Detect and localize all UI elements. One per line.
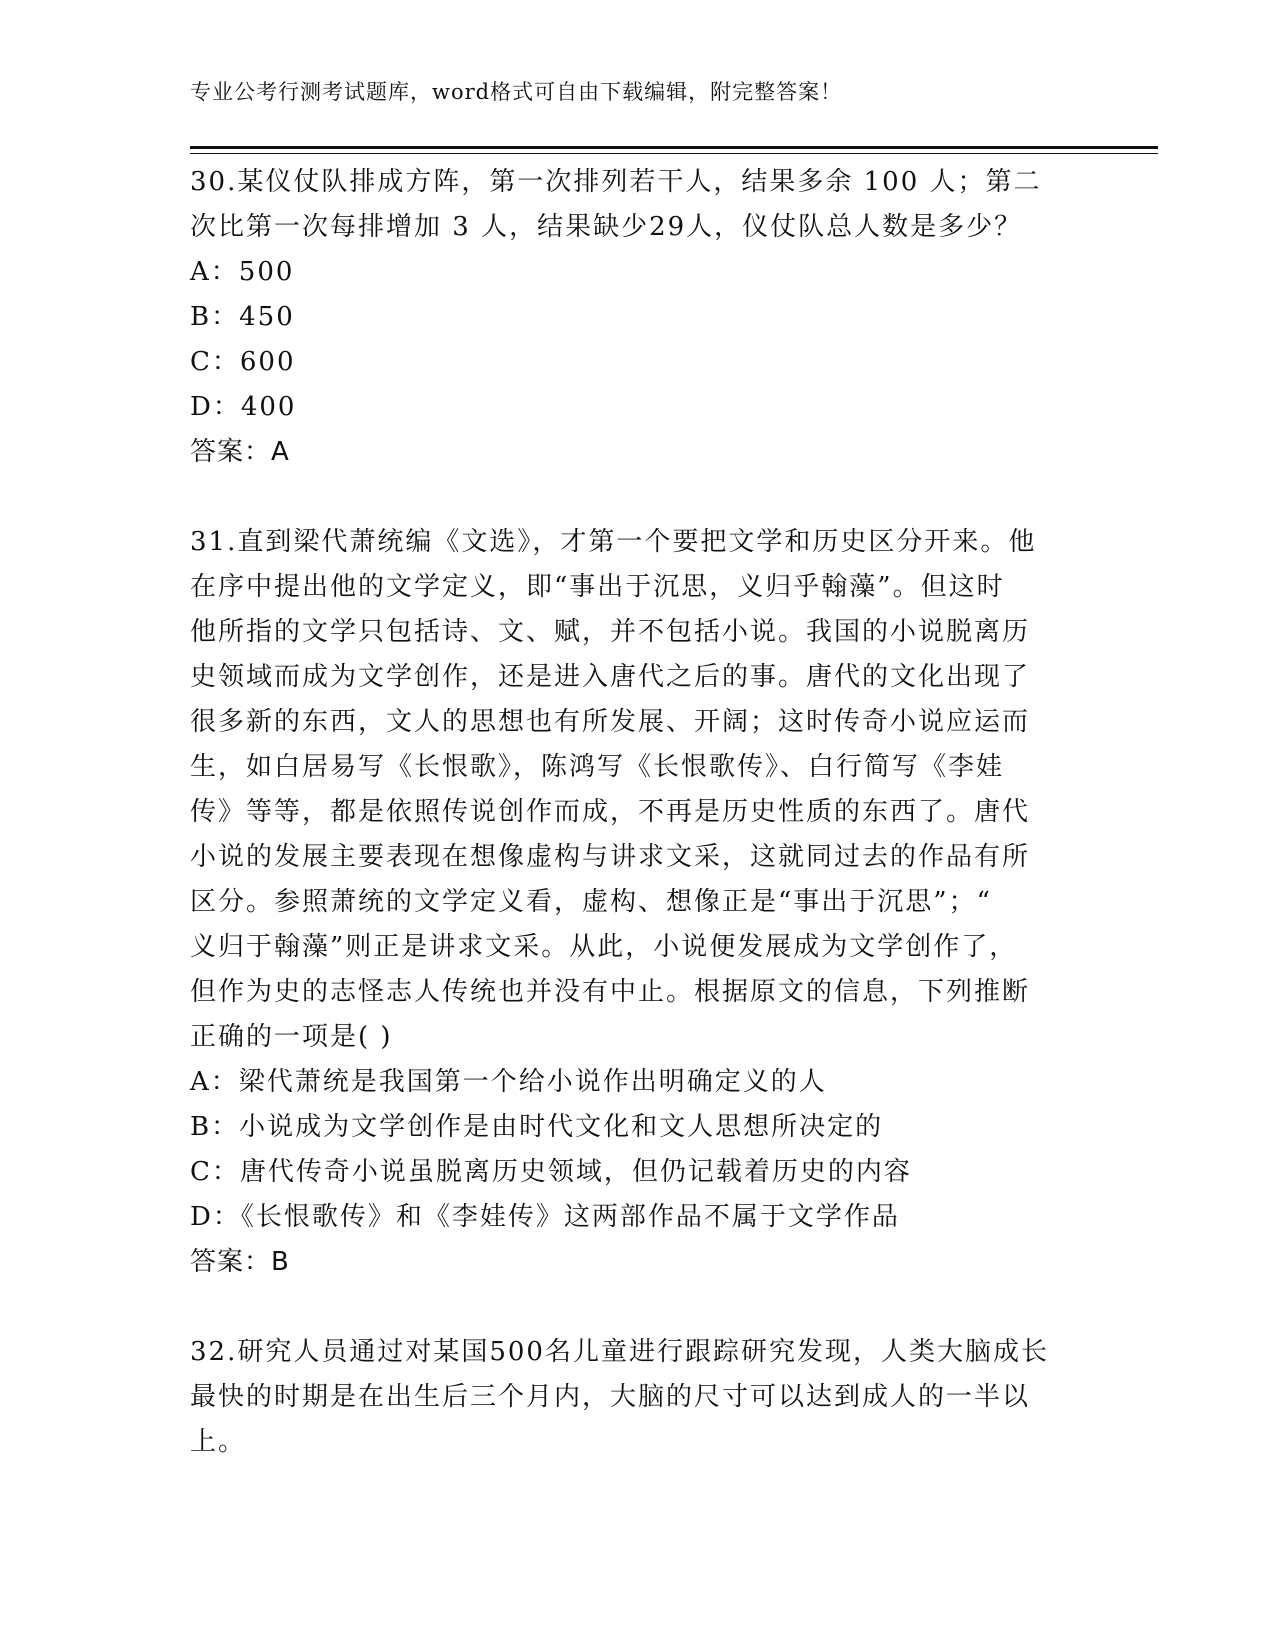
option-d: D：《长恨歌传》和《李娃传》这两部作品不属于文学作品 bbox=[190, 1202, 900, 1232]
question-line: 义归于翰藻”则正是讲求文采。从此，小说便发展成为文学创作了， bbox=[190, 932, 1018, 962]
question-line: 小说的发展主要表现在想像虚构与讲求文采，这就同过去的作品有所 bbox=[190, 842, 1031, 872]
header-rule-thin bbox=[190, 153, 1158, 154]
answer-line: 答案：A bbox=[190, 437, 290, 467]
question-line: 30.某仪仗队排成方阵，第一次排列若干人，结果多余 100 人；第二 bbox=[190, 167, 1042, 197]
answer-line: 答案：B bbox=[190, 1247, 290, 1277]
page-header: 专业公考行测考试题库，word格式可自由下载编辑，附完整答案！ bbox=[190, 80, 843, 104]
question-line: 史领域而成为文学创作，还是进入唐代之后的事。唐代的文化出现了 bbox=[190, 662, 1031, 692]
question-line: 他所指的文学只包括诗、文、赋，并不包括小说。我国的小说脱离历 bbox=[190, 617, 1031, 647]
question-line: 在序中提出他的文学定义，即“事出于沉思，义归乎翰藻”。但这时 bbox=[190, 572, 1005, 602]
spacer bbox=[190, 475, 1080, 520]
question-30 bbox=[190, 160, 1080, 475]
spacer bbox=[190, 1285, 1080, 1330]
option-a: A：梁代萧统是我国第一个给小说作出明确定义的人 bbox=[190, 1067, 827, 1097]
question-line: 区分。参照萧统的文学定义看，虚构、想像正是“事出于沉思”；“ bbox=[190, 887, 992, 917]
header-rule-thick bbox=[190, 146, 1158, 149]
question-line: 32.研究人员通过对某国500名儿童进行跟踪研究发现，人类大脑成长 bbox=[190, 1337, 1049, 1367]
option-a: A：500 bbox=[190, 257, 295, 287]
option-b: B：450 bbox=[190, 302, 295, 332]
question-32 bbox=[190, 1330, 1080, 1465]
question-line: 次比第一次每排增加 3 人，结果缺少29人，仪仗队总人数是多少？ bbox=[190, 212, 1023, 242]
option-c: C：唐代传奇小说虽脱离历史领域，但仍记载着历史的内容 bbox=[190, 1157, 912, 1187]
option-c: C：600 bbox=[190, 347, 296, 377]
question-line: 正确的一项是( ) bbox=[190, 1022, 393, 1052]
question-line: 但作为史的志怪志人传统也并没有中止。根据原文的信息，下列推断 bbox=[190, 977, 1031, 1007]
question-line: 传》等等，都是依照传说创作而成，不再是历史性质的东西了。唐代 bbox=[190, 797, 1031, 827]
document-body bbox=[190, 160, 1080, 1465]
question-line: 31.直到梁代萧统编《文选》，才第一个要把文学和历史区分开来。他 bbox=[190, 527, 1037, 557]
option-d: D：400 bbox=[190, 392, 297, 422]
question-line: 生，如白居易写《长恨歌》，陈鸿写《长恨歌传》、白行简写《李娃 bbox=[190, 752, 1005, 782]
option-b: B：小说成为文学创作是由时代文化和文人思想所决定的 bbox=[190, 1112, 884, 1142]
question-31 bbox=[190, 520, 1080, 1285]
question-line: 上。 bbox=[190, 1427, 247, 1457]
question-line: 最快的时期是在出生后三个月内，大脑的尺寸可以达到成人的一半以 bbox=[190, 1382, 1031, 1412]
question-line: 很多新的东西，文人的思想也有所发展、开阔；这时传奇小说应运而 bbox=[190, 707, 1031, 737]
